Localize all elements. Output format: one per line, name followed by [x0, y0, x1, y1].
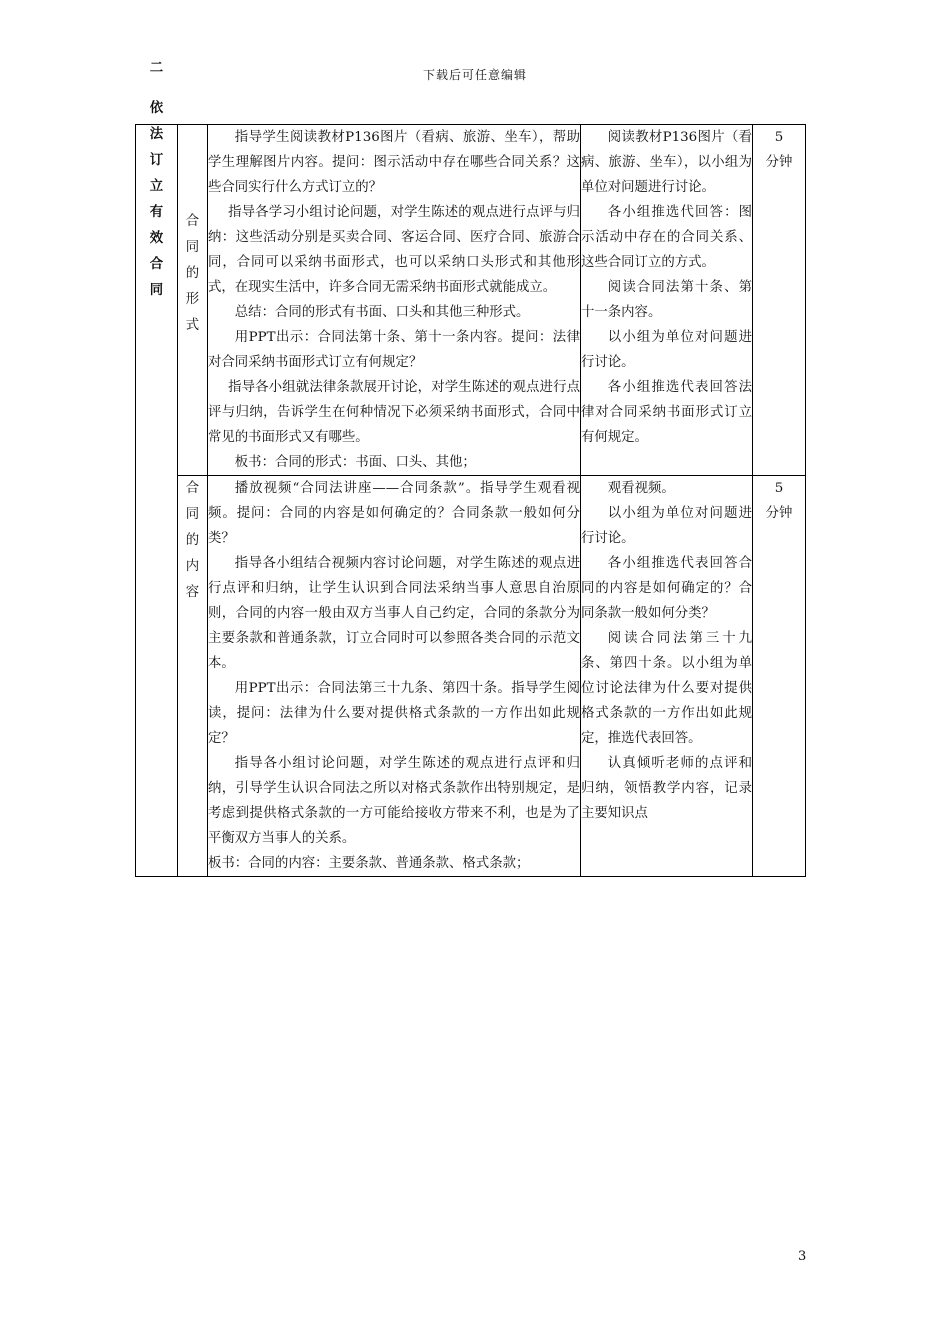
teacher-paragraph: 指导各小组结合视频内容讨论问题，对学生陈述的观点进行点评和归纳，让学生认识到合同法采纳当事人意思自治原则，合同的内容一般由双方当事人自己约定，合同的条款分为主要条款和普通条款，订立合同时可以参照各类合同的示范文本。 — [208, 556, 580, 671]
time-value: 5 — [774, 481, 784, 496]
teacher-paragraph: 指导学生阅读教材P136图片（看病、旅游、坐车），帮助学生理解图片内容。提问：图示活动中存在哪些合同关系？这些合同实行什么方式订立的？ — [208, 130, 580, 195]
section-title: 依法订立有效合同 — [149, 100, 164, 298]
topic-cell — [178, 476, 208, 877]
student-paragraph: 以小组为单位对问题进行讨论。 — [581, 506, 752, 546]
teacher-paragraph: 用PPT出示：合同法第三十九条、第四十条。指导学生阅读，提问：法律为什么要对提供格式条款的一方作出如此规定？ — [208, 681, 580, 746]
teacher-paragraph: 板书：合同的内容：主要条款、普通条款、格式条款； — [208, 856, 530, 871]
student-paragraph: 各小组推选代表回答合同的内容是如何确定的？合同条款一般如何分类？ — [581, 556, 752, 621]
student-paragraph: 各小组推选代回答：图示活动中存在的合同关系、这些合同订立的方式。 — [581, 205, 752, 270]
student-paragraph: 阅读合同法第三十九条、第四十条。以小组为单位讨论法律为什么要对提供格式条款的一方作出如此规定，推选代表回答。 — [581, 631, 752, 746]
student-paragraph: 阅读教材P136图片（看病、旅游、坐车），以小组为单位对问题进行讨论。 — [581, 130, 752, 195]
page-number: 3 — [798, 1249, 807, 1264]
time-cell — [753, 125, 806, 476]
page-header: 下载后可任意编辑 — [422, 68, 527, 82]
table-row — [136, 476, 806, 877]
section-number: 二 — [149, 60, 164, 76]
topic-label: 合同的形式 — [185, 214, 200, 333]
teacher-activity-cell — [208, 476, 581, 877]
section-cell — [136, 60, 178, 877]
teacher-paragraph: 总结：合同的形式有书面、口头和其他三种形式。 — [234, 305, 530, 320]
teacher-activity-cell — [208, 125, 581, 476]
teacher-paragraph: 指导各学习小组讨论问题，对学生陈述的观点进行点评与归纳：这些活动分别是买卖合同、客运合同、医疗合同、旅游合同，合同可以采纳书面形式，也可以采纳口头形式和其他形式，在现实生活中，许多合同无需采纳书面形式就能成立。 — [208, 205, 580, 295]
topic-label: 合同的内容 — [185, 481, 200, 600]
student-paragraph: 各小组推选代表回答法律对合同采纳书面形式订立有何规定。 — [581, 380, 752, 445]
teacher-paragraph: 播放视频“合同法讲座——合同条款”。指导学生观看视频。提问：合同的内容是如何确定的？合同条款一般如何分类？ — [208, 481, 580, 546]
time-unit: 分钟 — [765, 506, 793, 521]
student-paragraph: 认真倾听老师的点评和归纳，领悟教学内容，记录主要知识点 — [581, 756, 752, 821]
time-value: 5 — [774, 130, 784, 145]
teacher-paragraph: 板书：合同的形式：书面、口头、其他； — [234, 455, 476, 470]
student-paragraph: 阅读合同法第十条、第十一条内容。 — [581, 280, 752, 320]
student-activity-cell — [581, 476, 753, 877]
table-row — [136, 125, 806, 476]
student-paragraph: 观看视频。 — [607, 481, 675, 496]
time-cell — [753, 476, 806, 877]
teacher-paragraph: 指导各小组讨论问题，对学生陈述的观点进行点评和归纳，引导学生认识合同法之所以对格式条款作出特别规定，是考虑到提供格式条款的一方可能给接收方带来不利，也是为了平衡双方当事人的关系。 — [208, 756, 580, 846]
time-unit: 分钟 — [765, 155, 793, 170]
topic-cell — [178, 125, 208, 476]
student-activity-cell — [581, 125, 753, 476]
teacher-paragraph: 用PPT出示：合同法第十条、第十一条内容。提问：法律对合同采纳书面形式订立有何规定？ — [208, 330, 580, 370]
student-paragraph: 以小组为单位对问题进行讨论。 — [581, 330, 752, 370]
teacher-paragraph: 指导各小组就法律条款展开讨论，对学生陈述的观点进行点评与归纳，告诉学生在何种情况下必须采纳书面形式，合同中常见的书面形式又有哪些。 — [208, 380, 580, 445]
